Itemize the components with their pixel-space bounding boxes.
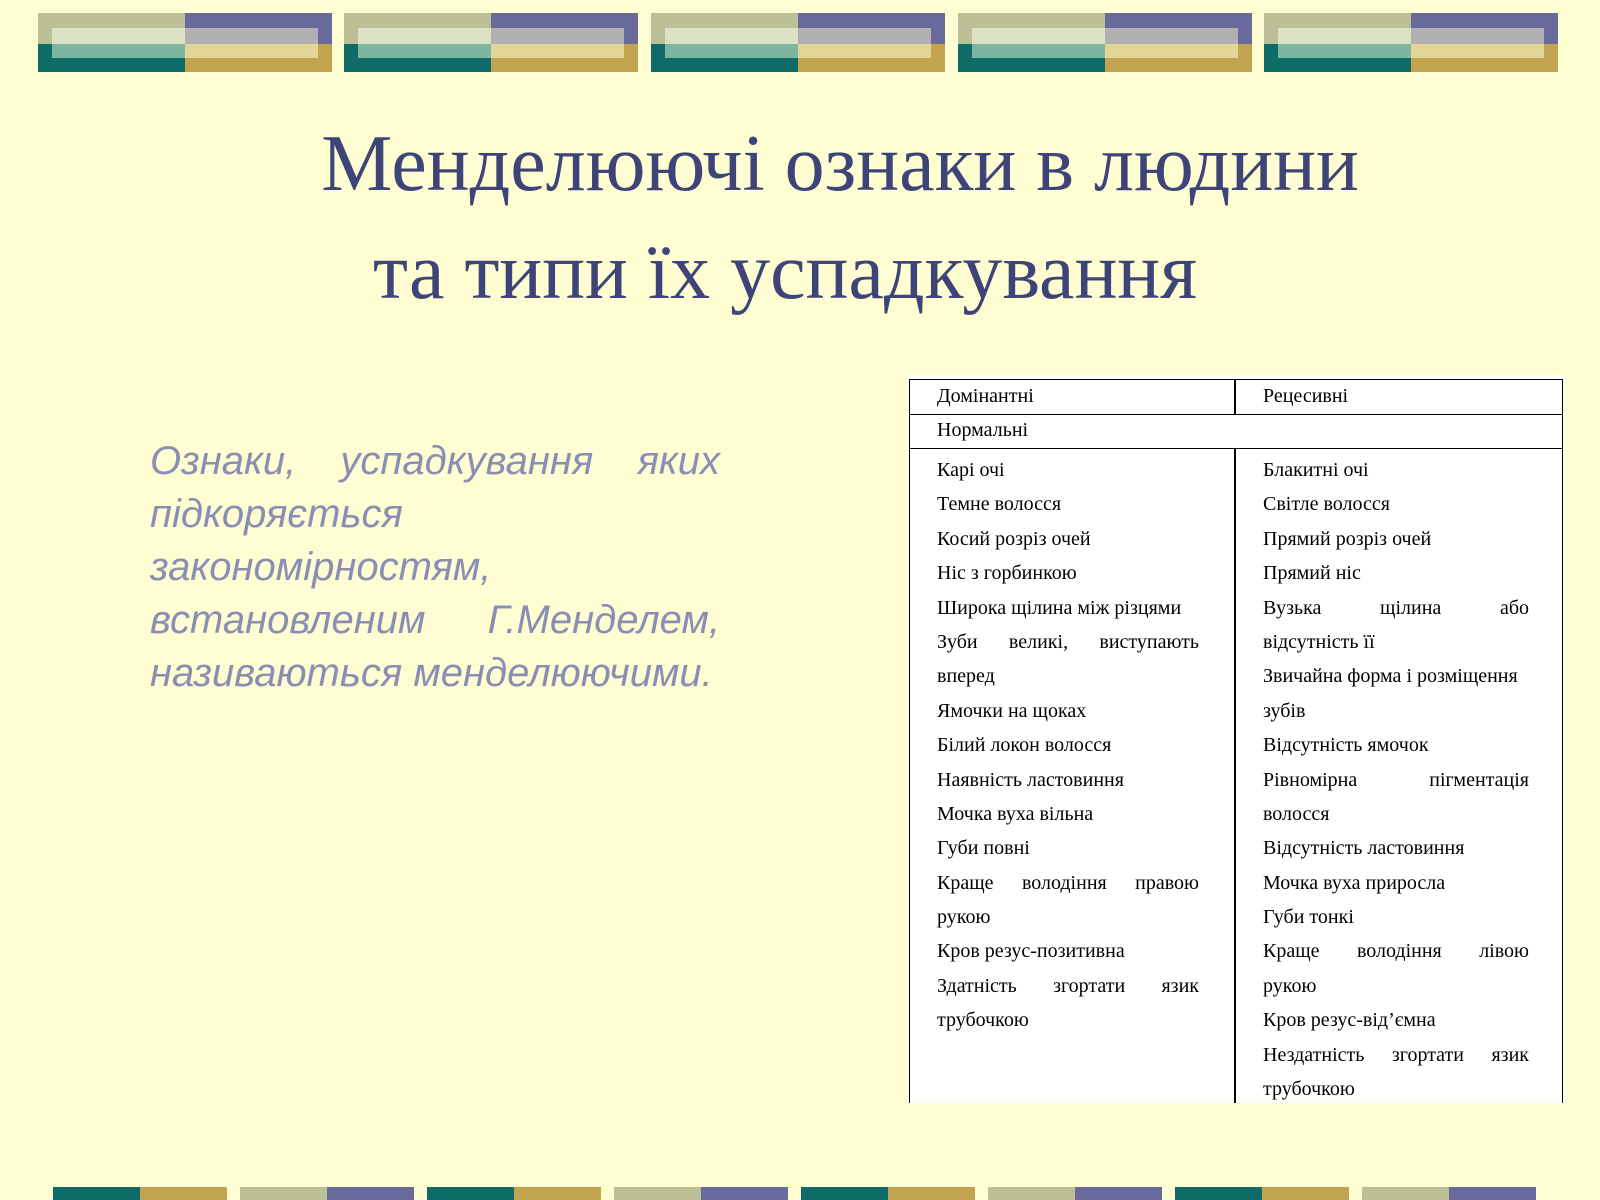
dominant-line: трубочкою [937, 1009, 1029, 1032]
header-dominant: Домінантні [937, 385, 1034, 407]
traits-table [907, 375, 1565, 1103]
recessive-line: Прямий розріз очей [1263, 527, 1432, 550]
slide-title [200, 110, 1480, 326]
dominant-line: Здатність згортати язик [937, 974, 1199, 997]
dominant-line: Губи повні [937, 837, 1030, 860]
dominant-line: Кров резус-позитивна [937, 940, 1125, 963]
subheader-normal: Нормальні [937, 419, 1029, 441]
title-line-1: Менделюючі ознаки в людини [321, 120, 1359, 208]
title-line-2: та типи їх успадкування [373, 228, 1197, 316]
dominant-line: Широка щілина між різцями [937, 596, 1182, 619]
decor-block [344, 13, 638, 72]
dominant-line: Білий локон волосся [937, 734, 1112, 757]
recessive-line: Рівномірна пігментація [1263, 768, 1529, 791]
decor-segment [1175, 1187, 1349, 1200]
description-text: Ознаки, успадкування яких підкоряється закономірностям, встановленим Г.Менделем, називаються менделюючими. [150, 439, 720, 695]
dominant-line: Косий розріз очей [937, 527, 1091, 550]
decor-segment [427, 1187, 601, 1200]
header-recessive: Рецесивні [1263, 385, 1349, 407]
recessive-line: Краще володіння лівою [1263, 940, 1529, 963]
dominant-line: рукою [937, 906, 991, 929]
dominant-line: Темне волосся [937, 493, 1062, 516]
dominant-line: вперед [937, 665, 995, 688]
recessive-line: Нездатність згортати язик [1263, 1043, 1529, 1066]
decor-block [1264, 13, 1558, 72]
decor-segment [801, 1187, 975, 1200]
decor-segment [240, 1187, 414, 1200]
dominant-line: Ямочки на щоках [937, 699, 1087, 722]
dominant-line: Карі очі [937, 459, 1005, 481]
dominant-column [937, 453, 1199, 1038]
bottom-decorative-band [53, 1187, 1543, 1200]
recessive-line: зубів [1263, 699, 1306, 722]
decor-segment [1362, 1187, 1536, 1200]
recessive-line: волосся [1263, 802, 1330, 825]
recessive-line: Звичайна форма і розміщення [1263, 665, 1518, 688]
dominant-line: Ніс з горбинкою [937, 562, 1077, 585]
recessive-line: Мочка вуха приросла [1263, 871, 1446, 894]
dominant-line: Краще володіння правою [937, 871, 1199, 894]
recessive-line: Прямий ніс [1263, 562, 1361, 585]
recessive-line: Кров резус-від’ємна [1263, 1009, 1436, 1032]
decor-block [651, 13, 945, 72]
dominant-line: Зуби великі, виступають [937, 630, 1199, 653]
recessive-line: рукою [1263, 974, 1317, 997]
recessive-column [1263, 453, 1529, 1106]
decor-segment [988, 1187, 1162, 1200]
dominant-line: Наявність ластовиння [937, 768, 1124, 791]
recessive-line: Блакитні очі [1263, 459, 1369, 481]
decor-segment [53, 1187, 227, 1200]
recessive-line: Вузька щілина або [1263, 596, 1529, 619]
recessive-line: відсутність її [1263, 630, 1375, 653]
top-decorative-band [38, 13, 1558, 72]
decor-block [38, 13, 332, 72]
recessive-line: Світле волосся [1263, 493, 1390, 516]
recessive-line: трубочкою [1263, 1078, 1355, 1101]
recessive-line: Губи тонкі [1263, 906, 1354, 929]
decor-segment [614, 1187, 788, 1200]
dominant-line: Мочка вуха вільна [937, 802, 1094, 825]
decor-block [958, 13, 1252, 72]
recessive-line: Відсутність ямочок [1263, 734, 1429, 757]
recessive-line: Відсутність ластовиння [1263, 837, 1465, 860]
